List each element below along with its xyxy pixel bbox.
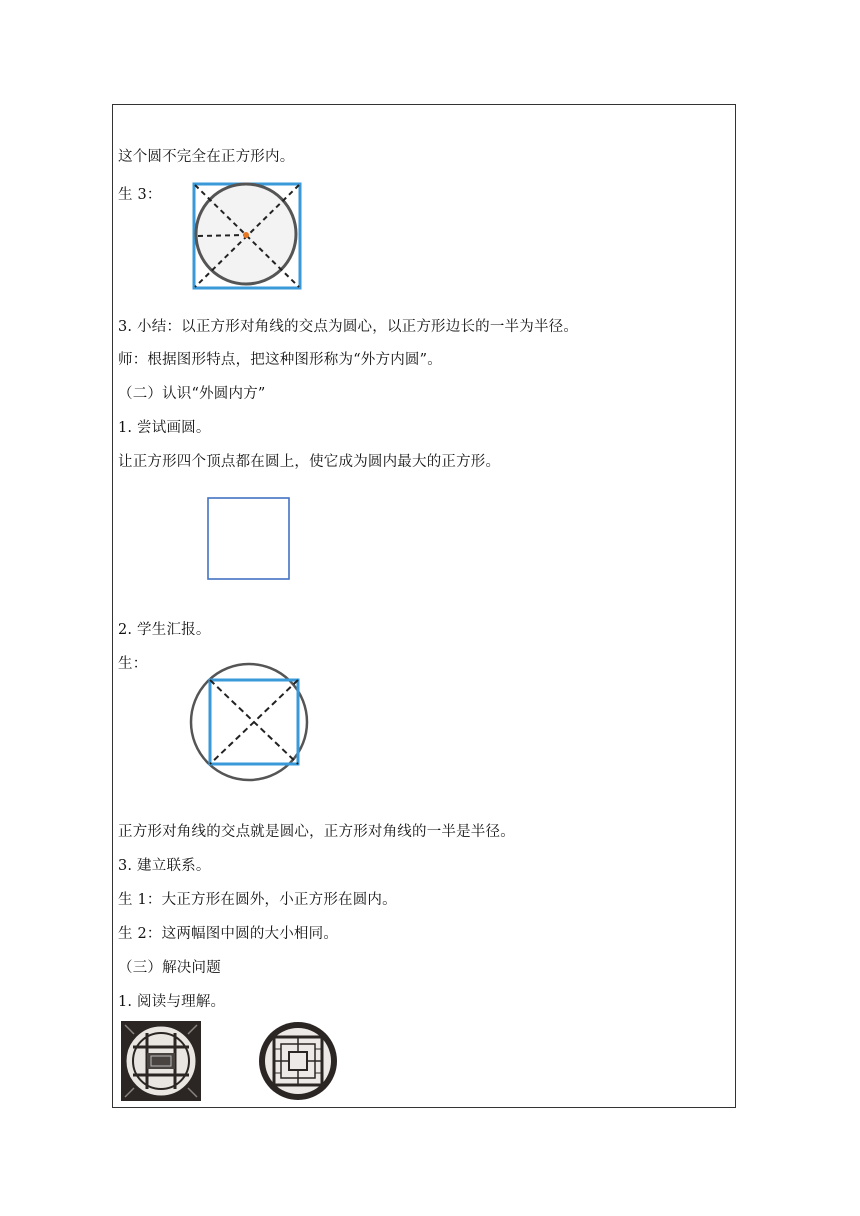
figure-inscribed-circle: [188, 178, 306, 292]
lattice-window-round-image: [257, 1020, 339, 1102]
text-student-2: 生 2：这两幅图中圆的大小相同。: [118, 926, 339, 942]
text-student: 生：: [118, 656, 148, 672]
text-conclusion: 正方形对角线的交点就是圆心，正方形对角线的一半是半径。: [118, 824, 515, 840]
section-heading-3: （三）解决问题: [118, 960, 221, 976]
text-student-1: 生 1：大正方形在圆外，小正方形在圆内。: [118, 892, 397, 908]
figure-blank-square: [206, 496, 292, 582]
text-read-understand: 1. 阅读与理解。: [118, 994, 226, 1010]
text-instruction: 让正方形四个顶点都在圆上，使它成为圆内最大的正方形。: [118, 454, 501, 470]
section-heading-2: （二）认识“外圆内方”: [118, 386, 266, 402]
lattice-window-square-image: [120, 1020, 202, 1102]
text-build-connection: 3. 建立联系。: [118, 858, 211, 874]
figure-inscribed-square: [186, 660, 314, 784]
text-try-drawing: 1. 尝试画圆。: [118, 420, 211, 436]
text-student-report: 2. 学生汇报。: [118, 622, 211, 638]
text-line-circle-not-inside: 这个圆不完全在正方形内。: [118, 149, 295, 165]
text-student-3: 生 3：: [118, 187, 162, 203]
text-summary: 3. 小结：以正方形对角线的交点为圆心，以正方形边长的一半为半径。: [118, 319, 579, 335]
text-teacher-naming: 师：根据图形特点，把这种图形称为“外方内圆”。: [118, 352, 442, 368]
